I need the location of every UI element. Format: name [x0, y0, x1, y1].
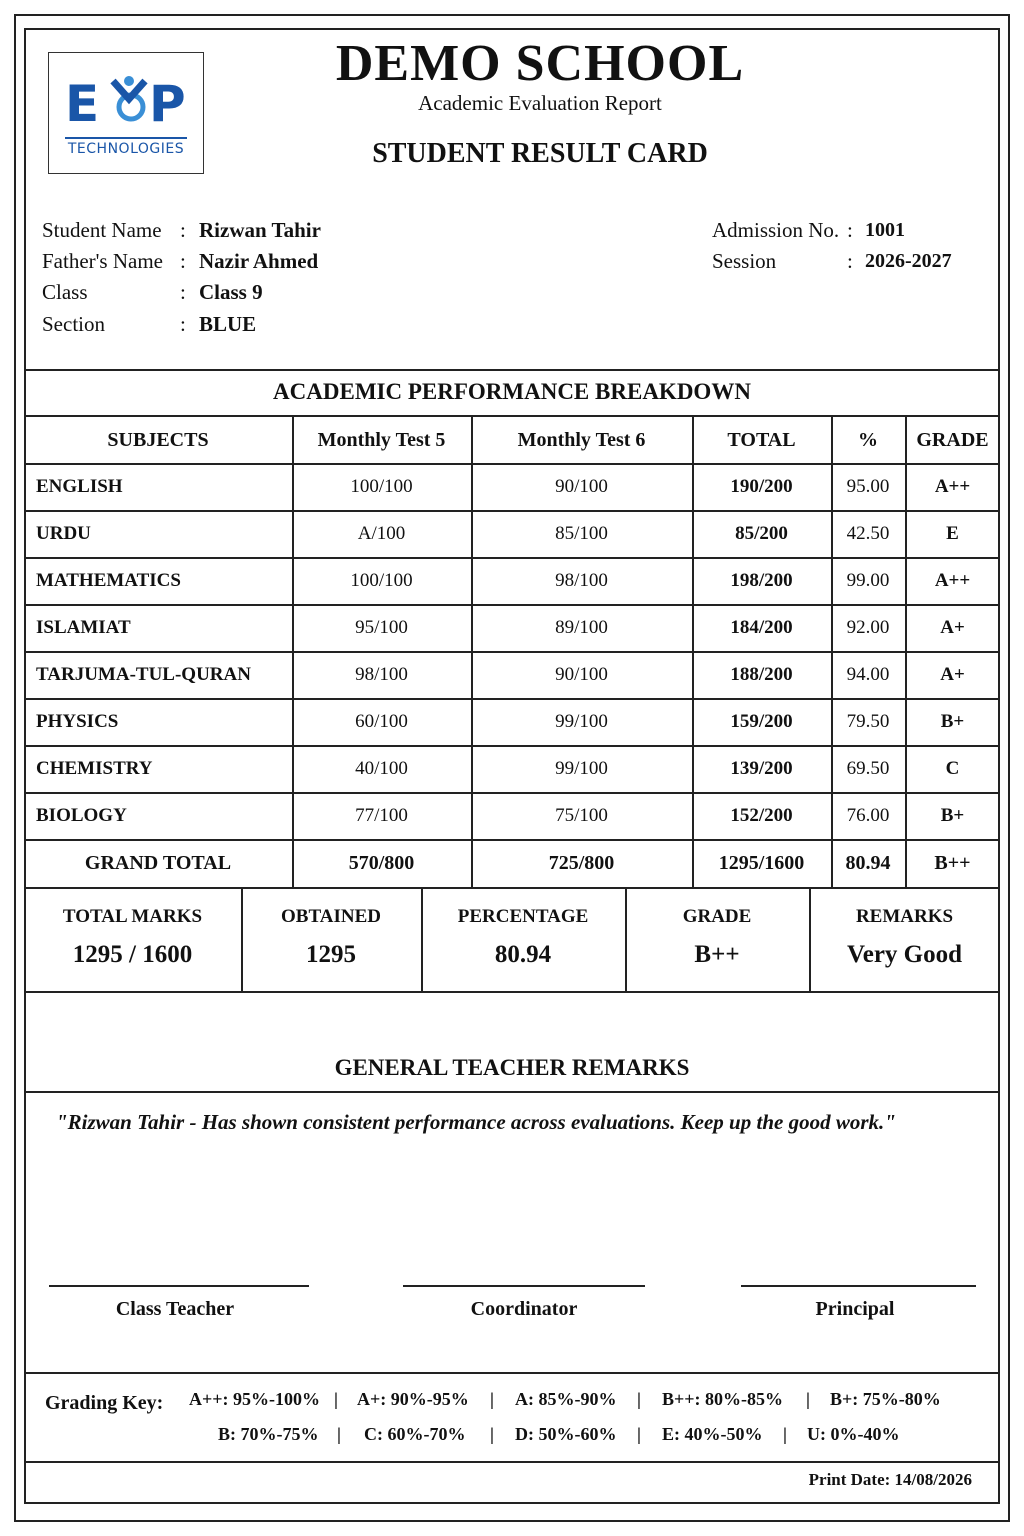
table-cell: 95/100 [355, 616, 408, 638]
table-cell: 40/100 [355, 757, 408, 779]
table-cell: 188/200 [730, 663, 793, 685]
grade-key-item: B+: 75%-80% [830, 1389, 941, 1409]
table-cell: 100/100 [350, 569, 413, 591]
admission-number: 1001 [865, 219, 905, 241]
table-header-cell: TOTAL [727, 428, 796, 451]
table-cell: 99.00 [846, 569, 890, 591]
school-name: DEMO SCHOOL [335, 35, 745, 92]
grade-key-separator: | [637, 1424, 641, 1444]
summary-label: GRADE [682, 906, 752, 927]
remarks-title: GENERAL TEACHER REMARKS [334, 1055, 690, 1080]
eyp-logo-icon [63, 75, 193, 125]
divider [24, 887, 1000, 889]
table-header-cell: Monthly Test 6 [517, 428, 646, 451]
table-cell: B+ [940, 710, 965, 732]
table-cell: 99/100 [555, 710, 608, 732]
table-cell: 159/200 [730, 710, 793, 732]
table-header-cell: Monthly Test 5 [317, 428, 446, 451]
table-cell: 76.00 [846, 804, 890, 826]
table-cell: B+ [940, 804, 965, 826]
grand-total-cell: B++ [934, 851, 971, 874]
summary-label: OBTAINED [281, 906, 381, 927]
card-title: STUDENT RESULT CARD [372, 138, 708, 169]
summary-value: 1295 [306, 941, 356, 968]
table-cell: 60/100 [355, 710, 408, 732]
table-cell: 90/100 [555, 663, 608, 685]
table-cell: A++ [934, 569, 971, 591]
section-label: Section [42, 312, 105, 336]
grade-key-separator: | [490, 1389, 494, 1409]
summary-col-divider [421, 887, 423, 992]
colon: : [847, 218, 853, 242]
grade-key-separator: | [337, 1424, 341, 1444]
colon: : [180, 312, 186, 336]
table-cell: 184/200 [730, 616, 793, 638]
svg-text:P: P [149, 75, 186, 125]
session-label: Session [712, 249, 777, 273]
table-cell: A/100 [357, 522, 406, 544]
table-header-cell: % [858, 428, 878, 451]
colon: : [180, 218, 186, 242]
table-cell: 139/200 [730, 757, 793, 779]
table-cell: ISLAMIAT [36, 616, 131, 638]
grade-key-item: B++: 80%-85% [662, 1389, 784, 1409]
summary-value: B++ [694, 941, 740, 968]
signature-line [49, 1285, 309, 1287]
grand-total-cell: 570/800 [348, 851, 415, 874]
table-cell: 90/100 [555, 475, 608, 497]
report-subtitle: Academic Evaluation Report [418, 91, 662, 115]
summary-label: TOTAL MARKS [62, 906, 203, 927]
table-cell: A++ [934, 475, 971, 497]
colon: : [180, 249, 186, 273]
class-value: Class 9 [199, 280, 263, 304]
table-cell: C [945, 757, 960, 779]
grand-total-cell: 80.94 [845, 851, 891, 874]
divider [24, 1372, 1000, 1374]
table-cell: 85/200 [735, 522, 788, 544]
summary-label: REMARKS [855, 906, 954, 927]
table-header-cell: GRADE [916, 428, 989, 451]
colon: : [180, 280, 186, 304]
logo-subtext: TECHNOLOGIES [67, 141, 185, 157]
grade-key-separator: | [806, 1389, 810, 1409]
table-cell: 98/100 [555, 569, 608, 591]
grade-key-separator: | [783, 1424, 787, 1444]
table-cell: 42.50 [846, 522, 890, 544]
table-cell: TARJUMA-TUL-QURAN [36, 663, 251, 685]
table-cell: E [946, 522, 959, 544]
svg-text:E: E [65, 75, 100, 125]
grand-total-cell: 725/800 [548, 851, 615, 874]
table-cell: ENGLISH [36, 475, 123, 497]
table-cell: A+ [940, 663, 965, 685]
summary-value: 80.94 [494, 941, 552, 968]
grade-key-item: A++: 95%-100% [189, 1389, 321, 1409]
table-cell: 79.50 [846, 710, 890, 732]
student-name: Rizwan Tahir [199, 218, 321, 242]
table-cell: PHYSICS [36, 710, 119, 732]
summary-col-divider [241, 887, 243, 992]
table-cell: 100/100 [350, 475, 413, 497]
summary-value: 1295 / 1600 [72, 941, 193, 968]
performance-title: ACADEMIC PERFORMANCE BREAKDOWN [273, 379, 751, 404]
table-cell: 69.50 [846, 757, 890, 779]
grade-key-item: A: 85%-90% [515, 1389, 617, 1409]
class-teacher-label: Class Teacher [115, 1298, 235, 1320]
table-cell: URDU [36, 522, 91, 544]
table-cell: MATHEMATICS [36, 569, 181, 591]
grade-key-item: E: 40%-50% [662, 1424, 763, 1444]
school-logo [48, 52, 204, 174]
grading-key-label: Grading Key: [45, 1392, 164, 1414]
table-header-cell: SUBJECTS [107, 428, 209, 451]
table-cell: CHEMISTRY [36, 757, 153, 779]
summary-col-divider [625, 887, 627, 992]
table-cell: 95.00 [846, 475, 890, 497]
table-cell: 92.00 [846, 616, 890, 638]
grand-total-cell: GRAND TOTAL [84, 851, 232, 874]
session-value: 2026-2027 [865, 250, 952, 272]
student-info-right [712, 215, 982, 285]
section-value: BLUE [199, 312, 257, 336]
table-cell: 99/100 [555, 757, 608, 779]
logo-divider [65, 137, 187, 139]
table-cell: A+ [940, 616, 965, 638]
table-cell: 77/100 [355, 804, 408, 826]
table-cell: 152/200 [730, 804, 793, 826]
grade-key-item: C: 60%-70% [364, 1424, 466, 1444]
colon: : [847, 249, 853, 273]
class-label: Class [42, 280, 88, 304]
student-name-label: Student Name [42, 218, 162, 242]
signature-line [741, 1285, 976, 1287]
admission-label: Admission No. [712, 218, 840, 242]
coordinator-label: Coordinator [470, 1298, 578, 1320]
father-name-label: Father's Name [42, 249, 163, 273]
divider [24, 1091, 1000, 1093]
father-name: Nazir Ahmed [199, 249, 319, 273]
divider [24, 991, 1000, 993]
grade-key-item: A+: 90%-95% [357, 1389, 469, 1409]
table-cell: 89/100 [555, 616, 608, 638]
divider [24, 369, 1000, 371]
table-cell: 190/200 [730, 475, 793, 497]
grade-key-item: B: 70%-75% [218, 1424, 319, 1444]
grand-total-cell: 1295/1600 [718, 851, 805, 874]
grade-key-item: D: 50%-60% [515, 1424, 617, 1444]
table-cell: 85/100 [555, 522, 608, 544]
grade-key-item: U: 0%-40% [807, 1424, 900, 1444]
table-cell: 198/200 [730, 569, 793, 591]
principal-label: Principal [815, 1298, 895, 1320]
grade-key-separator: | [637, 1389, 641, 1409]
summary-value: Very Good [846, 941, 963, 968]
print-date: Print Date: 14/08/2026 [808, 1470, 972, 1489]
table-cell: BIOLOGY [36, 804, 127, 826]
summary-label: PERCENTAGE [457, 906, 589, 927]
grade-key-separator: | [334, 1389, 338, 1409]
table-cell: 94.00 [846, 663, 890, 685]
table-cell: 98/100 [355, 663, 408, 685]
table-cell: 75/100 [555, 804, 608, 826]
summary-col-divider [809, 887, 811, 992]
divider [24, 1461, 1000, 1463]
grade-key-separator: | [490, 1424, 494, 1444]
signature-line [403, 1285, 645, 1287]
student-info-left [42, 215, 442, 345]
teacher-remark: "Rizwan Tahir - Has shown consistent performance across evaluations. Keep up the good work." [56, 1110, 896, 1134]
